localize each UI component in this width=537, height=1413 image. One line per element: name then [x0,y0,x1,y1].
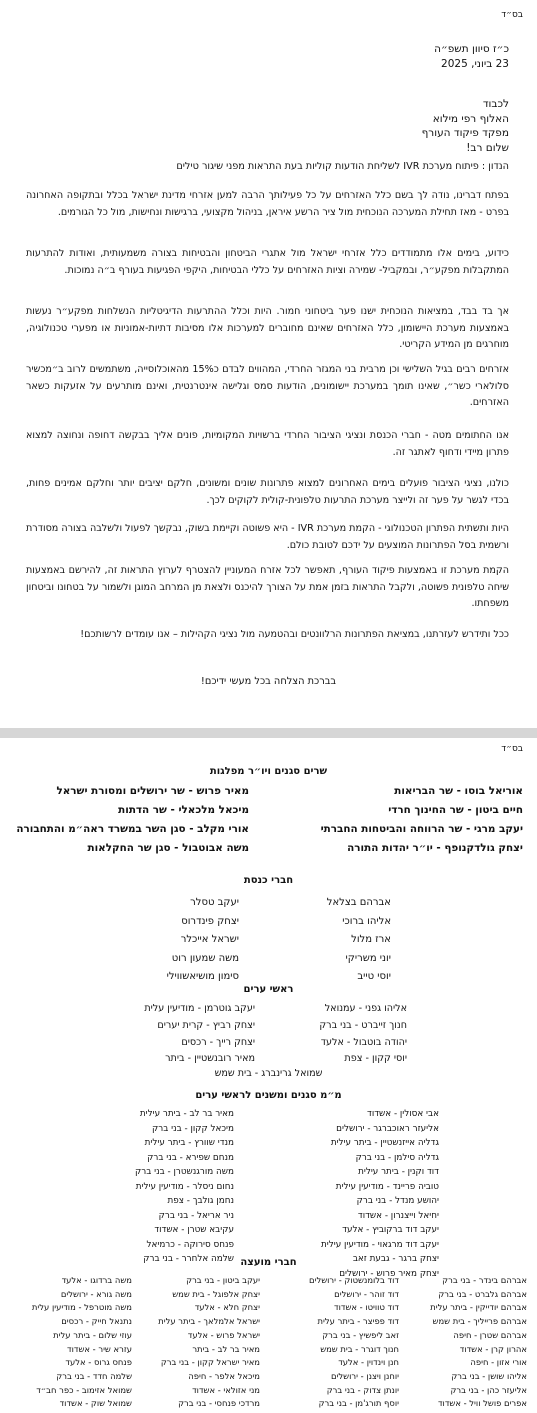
council-member: חנן וינדוין - אלעד [338,1357,399,1368]
letter-paragraph: אנו החתומים מטה - חברי הכנסת ונציגי הציבור החרדי ברשויות המקומיות, פונים אליך בבקשה דחופה ונחוצה למצוא פתרון מיידי ודחוף לאתגר זה. [26,430,509,458]
letter-paragraph: בפתח דברינו, נודה לך בשם כלל האזרחים על כל פעילותך הרבה למען אזרחי מדינת ישראל בכלל ובתקופה האחרונה בפרט - מאז תחילת המערכה הנוכחית מול ציר הרשע איראן, בניהול מקצועי, ברגישות ונחישות, מול כל הגורמים. [26,190,509,218]
letter-date [434,42,509,72]
knesset-member: יוני משריקי [345,952,391,964]
deputy-entry: מנדי שוורץ - ביתר עילית [144,1138,234,1148]
council-member: אליהו שושן - בני ברק [451,1370,527,1381]
council-member: אברהם גלברט - בני ברק [438,1288,527,1299]
deputy-entry: מיכאל קקון - בני ברק [152,1123,234,1134]
deputy-entry: יצחק ברגר - גבעת זאב [352,1254,439,1264]
council-member: דוד פפיצר - ביתר עלית [317,1316,399,1327]
deputy-entry: עקיבא שטרן - אשדוד [154,1225,234,1235]
deputy-entry: יחיאל וייצנרון - אשדוד [357,1210,439,1221]
council-member: יוחנן ויצנן - ירושלים [330,1370,399,1381]
council-member: שלמה חדד - בני ברק [56,1370,132,1381]
council-member: נתנאל חייק - רכסים [61,1316,132,1327]
council-member: דוד זוהר - ירושלים [334,1288,399,1299]
deputy-entry: גדליה סילמן - בני ברק [355,1152,439,1163]
greeting: שלום רב! [466,141,509,154]
council-member: אורי אזון - חיפה [470,1357,527,1368]
mayor-entry: יעקב גוטרמן - מודיעין עלית [144,1003,255,1014]
council-member: חנוך דוגרר - בית שמש [320,1343,399,1354]
mayor-entry: שמואל גרינברג - בית שמש [214,1068,323,1079]
council-heading: חברי מועצה [240,1257,297,1268]
date-civil: 23 ביוני, 2025 [441,58,509,70]
minister-entry: משה אבוטבול - סגן שר החקלאות [87,842,249,854]
mayors-list-right [319,1001,407,1068]
council-member: דוד טוויטו - אשדוד [334,1302,399,1313]
council-member: עוזי שלום - ביתר עלית [53,1329,132,1340]
deputy-entry: משה מורגנשטרן - בני ברק [135,1167,234,1177]
knesset-member: אברהם בצלאל [326,897,391,908]
deputy-entry: נחמן גולבך - צפת [167,1196,234,1206]
recipient-line: האלוף רפי מילוא [432,112,509,125]
knesset-member: יעקב טסלר [190,897,239,908]
deputy-entry: מאיר בר לב - ביתר עילית [139,1109,234,1119]
council-member: אהרון קרן - אשדוד [459,1343,527,1354]
bsd-header: בס״ד [501,744,523,754]
letter-paragraph: כולנו, נציגי הציבור פועלים בימים האחרונים למצוא פתרונות שונים ומשונים, חלקם יציבים יותר וחלקם אמינים פחות, בכדי לגשר על פער זה ולייצר מערכת התרעות טלפונית-קולית לקוקים לכך. [26,478,509,506]
minister-entry: חיים ביטון - שר החינוך חרדי [388,804,523,816]
council-member: ישראל אלמלאך - ביתר עלית [158,1316,260,1327]
letter-paragraph: הקמת מערכת זו באמצעות פיקוד העורף, תאפשר לכל אזרח המעוניין להצטרף לערוץ התראות זה, להירשם באמצעות שיחה טלפונית פשוטה, ולקבל התראות בזמן אמת על הצורך להיכנס ולצאת מן המרחב המוגן ולשמור על בטחונו וביטחון משפחתו. [26,565,509,609]
mayors-list-left [144,1001,255,1068]
mayor-entry: יוסי קקון - צפת [344,1053,407,1065]
deputies-list-left [135,1107,234,1267]
knesset-member: ישראל אייכלר [180,934,239,946]
council-member: אפרים פושל וויל - אשדוד [437,1398,527,1409]
minister-entry: מיכאל מלכאלי - שר הדתות [118,804,249,816]
council-member: זאב ליפשיץ - בני ברק [322,1329,399,1340]
council-col-2 [309,1274,399,1411]
deputy-entry: אליעזר ראוכברגר - ירושלים [336,1123,439,1134]
deputies-list-right [321,1107,439,1281]
council-member: מאיר ישראל קקון - בני ברק [160,1357,260,1368]
mayor-entry: אליהו גפני - עמנואל [324,1003,407,1014]
knesset-member: יוסי טייב [357,971,391,983]
council-member: יוסף תורג'מן - בני ברק [318,1398,399,1409]
recipient-line: מפקד פיקוד העורף [421,127,509,139]
knesset-member: יצחק פינדרוס [181,915,239,927]
deputy-entry: נחום ניסלר - מודיעין עילית [135,1181,234,1192]
knesset-heading: חברי כנסת [243,875,294,886]
council-member: אברהם פרייליך - בית שמש [432,1316,527,1327]
council-col-3 [158,1274,260,1411]
minister-entry: יעקב מרגי - שר הרווחה והביטחות החברתי [320,823,523,835]
letter-subject: הנדון : פיתוח מערכת IVR לשליחת הודעות קוליות בעת התראות מפני שיגור טילים [176,161,509,172]
council-member: ישראל פרוש - אלעד [187,1329,260,1340]
council-member: מרדכי פנחסי - בני ברק [178,1398,260,1409]
deputy-entry: יעקב דוד ברקוביץ - אלעד [342,1225,439,1235]
letter-paragraph: כידוע, בימים אלו מתמודדים כלל אזרחי ישראל מול אתגרי הביטחון והבטיחות בצורה משמעותית, ואודות להתרעות המתקבלות מפקע״ר, ובמקביל- שמירה וציות האזרחים על כללי הבטיחות, היקפי הפגיעות בעורף ב״ה נמוכות. [26,248,509,276]
deputy-entry: שלמה אלחרר - בני ברק [143,1254,234,1264]
council-member: שמואל אזימוב - כפר חב״ד [36,1384,132,1395]
bsd-header: בס״ד [501,10,523,20]
deputies-heading: מ״מ סגנים ומשנים לראשי ערים [195,1090,342,1101]
council-col-1 [430,1274,527,1411]
deputy-entry: אבי אסולין - אשדוד [367,1109,439,1119]
deputy-entry: דוד וקנין - ביתר עילית [358,1167,439,1177]
council-member: יצחק אלפוגל - בית שמש [172,1288,260,1299]
knesset-member: אליהו ברוכי [342,915,391,927]
council-member: דוד בלומנשטוק - ירושלים [309,1275,399,1285]
deputy-entry: יצחק מאיר פרוש - ירושלים [339,1268,439,1279]
deputy-entry: ניר אריאל - בני ברק [158,1210,234,1221]
mayor-entry: יהודה בוטבול - אלעד [320,1036,407,1048]
minister-entry: מאיר פרוש - שר ירושלים ומסורת ישראל [56,785,249,797]
ministers-heading: שרים סגנים ויו״ר מפלגות [209,766,328,777]
recipient-line: לכבוד [482,98,509,110]
minister-entry: אוריאל בוסו - שר הבריאות [394,785,523,797]
council-member: עזרא שיר - אשדוד [67,1343,132,1354]
council-member: יעקב ביטון - בני ברק [186,1275,260,1285]
recipient-block [422,97,509,155]
mayor-entry: חנוך זייברט - בני ברק [319,1019,407,1031]
page-separator [0,728,537,738]
letter-paragraph: אזרחים רבים בגיל השלישי וכן מרבית בני המגזר החרדי, המהווים לבדם כ15% מהאוכלוסייה, משתמשים לרוב ב״מכשיר סלולארי כשר״, שאינו תומך במערכת יישומונים, הודעות סמס וגלישה אינטרנטית, ואינם מותרעים על אזעקות כשאר האזרחים. [26,364,509,408]
council-col-4 [32,1274,132,1411]
knesset-member: משה שמעון רוט [171,952,239,964]
council-member: מני אזולאי - אשדוד [192,1384,260,1395]
deputy-entry: גדליה אייזנשטיין - ביתר עילית [330,1138,439,1148]
mayors-heading: ראשי ערים [243,984,294,995]
deputy-entry: יעקב דוד מרגאוי - מודיעין עילית [320,1239,439,1250]
letter-paragraph: היות ותשתית הפתרון הטכנולוגי - הקמת מערכת IVR - היא פשוטה וקיימת בשוק, נבקשך לפעול ולשלבה בצורה מסודרת ורשמית בסל הפתרונות המוצעים על ידכם לטובת כולם. [26,523,509,551]
deputy-entry: פנחס סירוקה - כרמיאל [146,1239,234,1250]
knesset-member: סימון מושיאשווילי [166,971,239,983]
council-member: אברהם בינדר - בני ברק [442,1275,527,1285]
knesset-member: ארז מלול [351,934,391,946]
deputy-entry: יהושע מנדל - בני ברק [356,1196,439,1206]
mayor-entry: מאיר רובנשטיין - ביתר [165,1053,255,1065]
council-member: מיכאל אלפר - חיפה [188,1370,260,1381]
letter-paragraph: אך בד בבד, במציאות הנוכחית ישנו פער ביטחוני חמור. היות וכלל ההתרעות הדיגיטליות הנשלחות מפקע״ר נעשות באמצעות מערכת היישומון, כלל האזרחים שאינם מחוברים למערכות אלו מסיבות דתיות-אמוניות או מפערי טכנולוגיה, מוחרגים מן המידע הקריטי. [26,306,509,350]
deputy-entry: מנחם שפירא - בני ברק [147,1152,234,1163]
deputy-entry: טוביה פריינד - מודיעין עילית [335,1181,439,1192]
council-member: משה גורא - ירושלים [60,1288,132,1299]
council-member: משה מוטרפל - מודיעין עלית [31,1302,132,1313]
council-member: אברהם יודייקין - ביתר עלית [430,1302,527,1313]
minister-entry: אורי מקלב - סגן השר במשרד ראה״מ והתחבורה [16,823,249,835]
mayor-entry: יצחק רייך - רכסים [181,1036,255,1048]
knesset-list-left [167,894,239,987]
council-member: יצחק חלא - אלעד [194,1302,260,1313]
mayor-entry: יצחק רביץ - קרית יערים [157,1019,255,1031]
council-member: מאיר בר לב - ביתר [192,1343,260,1354]
date-hebrew: כ״ז סיוון תשפ״ה [434,43,509,55]
council-member: פנחס גרוס - אלעד [65,1357,132,1368]
letter-closing: בברכת הצלחה בכל מעשי ידיכם! [200,676,337,687]
council-member: משה ברדוגו - אלעד [61,1275,132,1285]
council-member: יונתן צדוק - בני ברק [326,1384,399,1395]
knesset-list-right [327,894,391,987]
minister-entry: יצחק גולדקנופף - יו״ר יהדות התורה [347,842,523,854]
letter-paragraph: ככל ותידרש לעזרתנו, במציאת הפתרונות הרלוונטים ובהטמעה מול נציגי הקהילות – אנו עומדים לרשותכם! [80,629,509,640]
signatories-page [0,738,537,1413]
council-member: שמואל שוק - אשדוד [59,1398,132,1409]
council-member: אליעזר כהן - בני ברק [450,1384,527,1395]
council-member: אברהם שטרן - חיפה [453,1329,527,1340]
